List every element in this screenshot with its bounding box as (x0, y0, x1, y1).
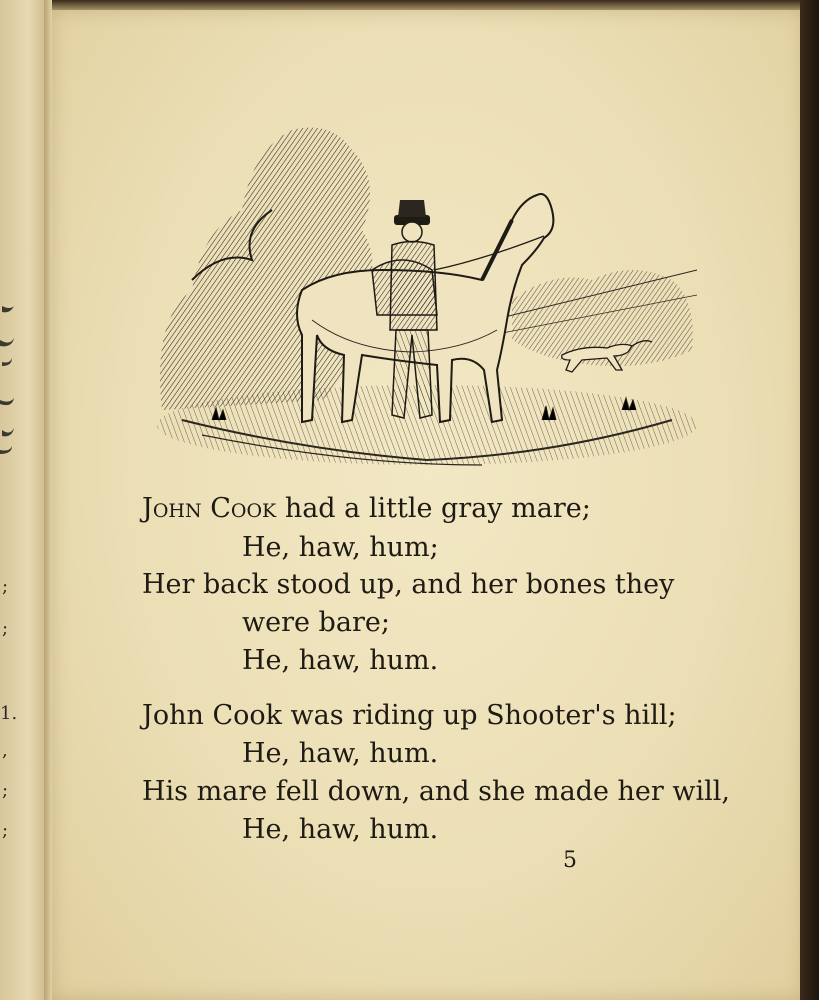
facing-page-edge (0, 0, 48, 1000)
name-john: John (142, 493, 202, 524)
page-number: 5 (563, 848, 577, 873)
stanza1-line3: Her back stood up, and her bones they (142, 569, 675, 600)
book-cover-edge (800, 0, 819, 1000)
stanza1-line5: He, haw, hum. (242, 645, 439, 676)
stanza2-line2: He, haw, hum. (242, 738, 439, 769)
facing-page-mark: ; (2, 780, 9, 801)
stanza1-line2: He, haw, hum; (242, 532, 439, 563)
facing-page-mark: ; (2, 820, 9, 841)
stanza2-line1: John Cook was riding up Shooter's hill; (142, 700, 677, 731)
name-cook: Cook (210, 493, 277, 524)
facing-page-mark: 1. (0, 703, 18, 724)
stanza1-line4: were bare; (242, 607, 390, 638)
facing-page-ornament (0, 300, 20, 460)
facing-page-mark: ; (2, 618, 9, 639)
line-text: had a little gray mare; (284, 493, 591, 524)
horse-engraving-illustration (152, 120, 702, 475)
stanza2-line3: His mare fell down, and she made her will, (142, 776, 730, 807)
facing-page-mark: , (2, 740, 8, 761)
stanza1-line1 (142, 490, 591, 528)
stanza2-line4: He, haw, hum. (242, 814, 439, 845)
facing-page-mark: ; (2, 576, 9, 597)
